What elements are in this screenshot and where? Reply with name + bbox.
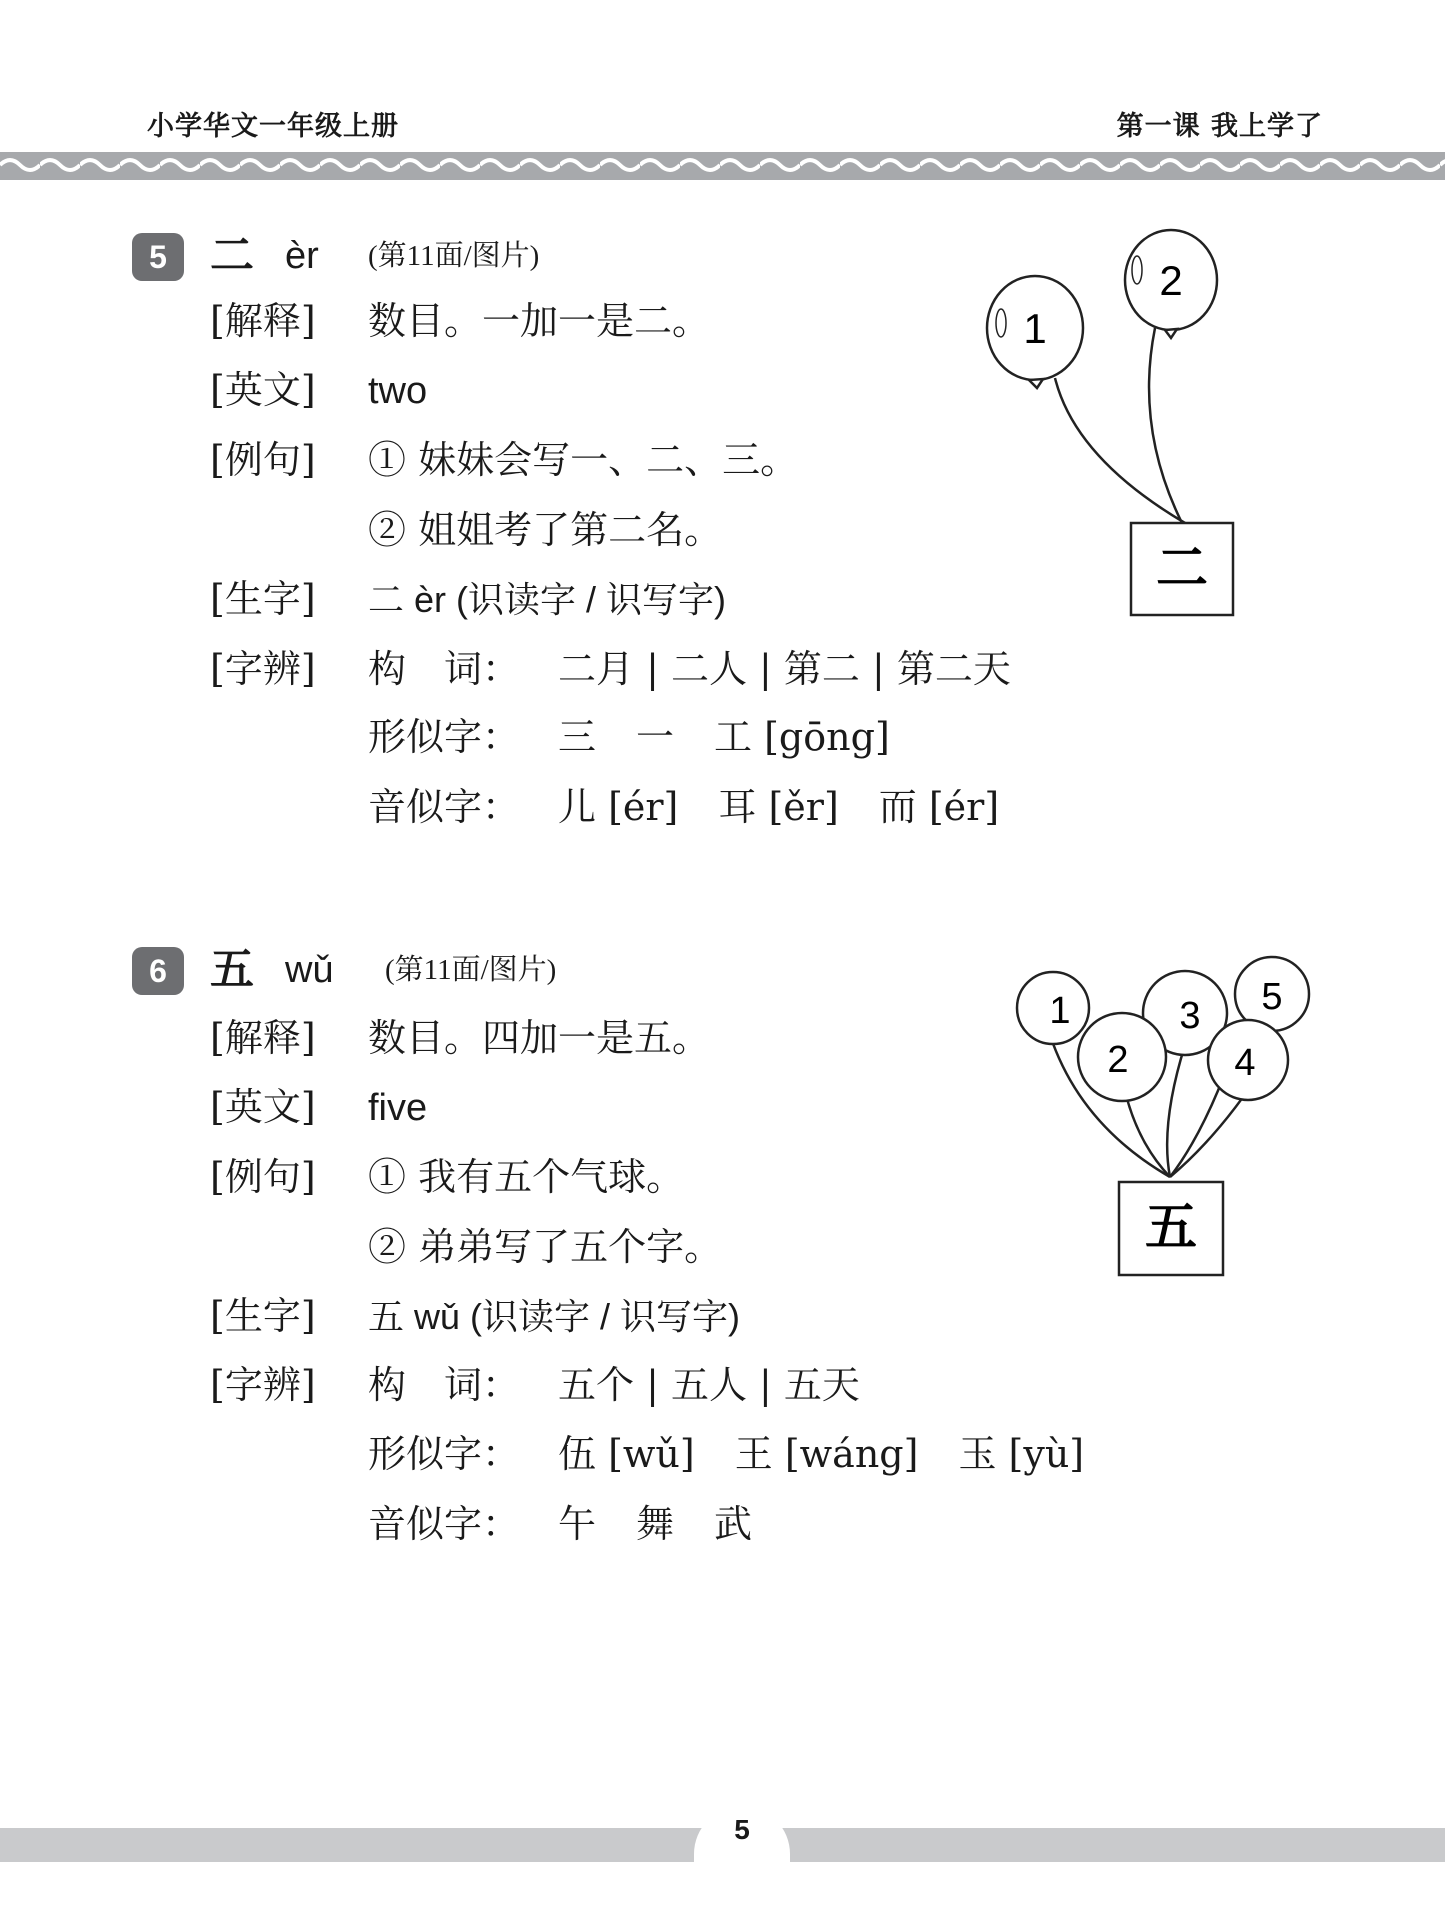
compound-row: [210, 1360, 860, 1410]
similar-shape-row: [210, 712, 890, 762]
english-row: [210, 1082, 427, 1133]
label-english: [英文]: [210, 1085, 316, 1129]
entry-character: 二: [210, 230, 254, 281]
label-compound: 构 词：: [368, 647, 521, 691]
new-char-text: 二 èr (识读字 / 识写字): [368, 579, 726, 620]
similar-shape-char: 工 [gōng]: [714, 715, 890, 759]
box-character: 二: [1155, 539, 1209, 599]
similar-shape-row: [210, 1429, 1084, 1479]
example-row-1: [210, 435, 798, 485]
wave-divider: [0, 152, 1445, 180]
two-balloons-illustration: [985, 228, 1240, 623]
example-row-2: [210, 505, 722, 555]
lesson-title: 第一课 我上学了: [1116, 111, 1323, 142]
example-sentence: ① 妹妹会写一、二、三。: [368, 438, 799, 482]
explain-row: [210, 1013, 710, 1063]
entry-reference: (第11面/图片): [385, 954, 557, 986]
label-distinguish: [字辨]: [210, 647, 316, 691]
similar-shape-char: 三: [558, 715, 597, 759]
entry-number-badge: 6: [132, 947, 184, 995]
label-similar-sound: 音似字：: [368, 1502, 521, 1546]
five-balloons-illustration: [1010, 955, 1315, 1280]
label-distinguish: [字辨]: [210, 1363, 316, 1407]
explain-text: 数目。一加一是二。: [368, 299, 711, 343]
label-similar-shape: 形似字：: [368, 715, 521, 759]
example-row-1: [210, 1152, 684, 1202]
entry-pinyin: wǔ: [285, 949, 334, 991]
similar-sound-char: 舞: [636, 1502, 675, 1546]
box-character: 五: [1144, 1198, 1198, 1258]
example-row-2: [210, 1222, 722, 1272]
explain-row: [210, 296, 710, 346]
balloon-label: 1: [1049, 990, 1071, 1032]
label-examples: [例句]: [210, 438, 316, 482]
label-explain: [解释]: [210, 1016, 316, 1060]
balloon-label: 4: [1234, 1042, 1256, 1084]
example-sentence: ① 我有五个气球。: [368, 1155, 685, 1199]
entry-pinyin: èr: [285, 235, 319, 277]
compound-words: 二月 | 二人 | 第二 | 第二天: [558, 647, 1011, 691]
label-examples: [例句]: [210, 1155, 316, 1199]
entry-character: 五: [210, 944, 254, 995]
similar-shape-char: 玉 [yù]: [958, 1432, 1085, 1476]
english-row: [210, 365, 427, 416]
similar-shape-char: 王 [wáng]: [734, 1432, 919, 1476]
english-text: two: [368, 370, 428, 412]
label-similar-shape: 形似字：: [368, 1432, 521, 1476]
similar-sound-char: 武: [714, 1502, 753, 1546]
similar-shape-char: 伍 [wǔ]: [558, 1432, 695, 1476]
balloon-label: 2: [1107, 1039, 1129, 1081]
similar-sound-char: 耳 [ěr]: [718, 785, 839, 829]
balloon-label: 1: [1023, 305, 1047, 352]
english-text: five: [368, 1087, 428, 1129]
new-char-text: 五 wǔ (识读字 / 识写字): [368, 1296, 741, 1337]
label-english: [英文]: [210, 368, 316, 412]
label-compound: 构 词：: [368, 1363, 521, 1407]
similar-shape-char: 一: [636, 715, 675, 759]
label-explain: [解释]: [210, 299, 316, 343]
balloon-label: 3: [1179, 995, 1201, 1037]
similar-sound-char: 儿 [ér]: [558, 785, 679, 829]
explain-text: 数目。四加一是五。: [368, 1016, 711, 1060]
similar-sound-char: 而 [ér]: [878, 785, 1000, 829]
label-new-char: [生字]: [210, 577, 316, 621]
similar-sound-char: 午: [558, 1502, 597, 1546]
new-char-row: [210, 1291, 740, 1342]
similar-sound-row: [210, 782, 999, 832]
book-title: 小学华文一年级上册: [147, 111, 399, 142]
example-sentence: ② 弟弟写了五个字。: [368, 1225, 723, 1269]
label-new-char: [生字]: [210, 1294, 316, 1338]
compound-words: 五个 | 五人 | 五天: [558, 1363, 860, 1407]
label-similar-sound: 音似字：: [368, 785, 521, 829]
entry-reference: (第11面/图片): [368, 240, 540, 272]
page-number: 5: [734, 1814, 750, 1845]
example-sentence: ② 姐姐考了第二名。: [368, 508, 723, 552]
similar-sound-row: [210, 1499, 752, 1549]
new-char-row: [210, 574, 726, 625]
balloon-label: 2: [1159, 257, 1183, 304]
entry-number-badge: 5: [132, 233, 184, 281]
compound-row: [210, 644, 1011, 694]
balloon-label: 5: [1261, 976, 1283, 1018]
